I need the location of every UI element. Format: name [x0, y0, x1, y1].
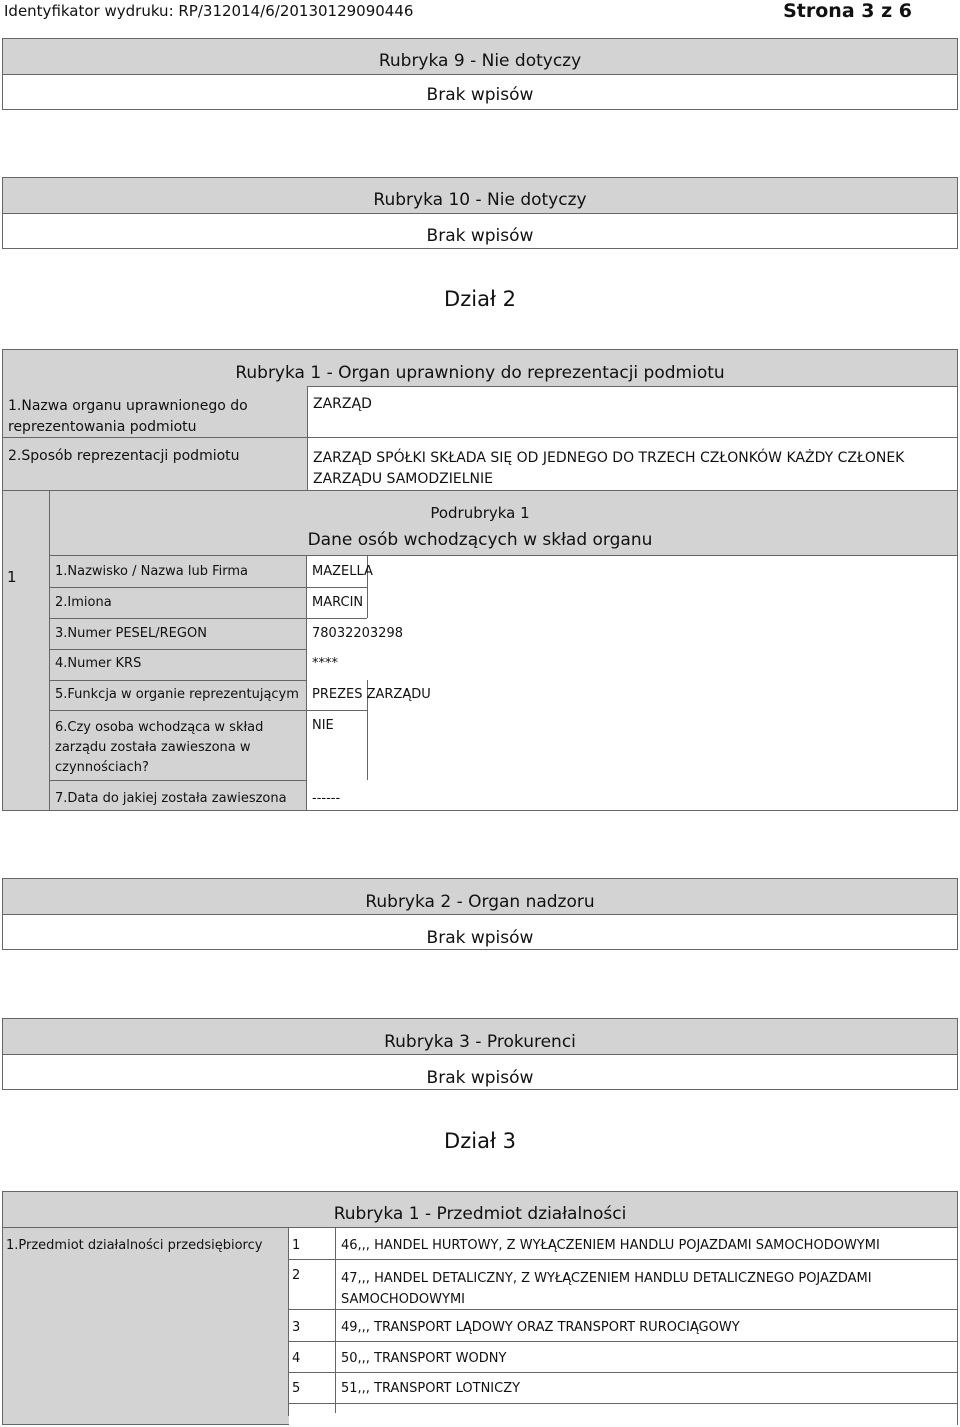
- list-item: 51,,, TRANSPORT LOTNICZY: [341, 1381, 521, 1396]
- rubryka-2-body: [2, 914, 958, 950]
- rubryka-9-header: [2, 38, 958, 75]
- rubryka-3-body: [2, 1054, 958, 1090]
- rubryka-3-header: [2, 1018, 958, 1055]
- row-label-imiona: 2.Imiona: [55, 595, 112, 610]
- list-item-number: 2: [292, 1268, 301, 1283]
- list-item-number: 5: [292, 1381, 301, 1396]
- sposob-value: ZARZĄD SPÓŁKI SKŁADA SIĘ OD JEDNEGO DO TRZECH CZŁONKÓW KAŻDY CZŁONEK ZARZĄDU SAMODZIELNIE: [313, 450, 905, 487]
- list-item: 47,,, HANDEL DETALICZNY, Z WYŁĄCZENIEM HANDLU DETALICZNEGO POJAZDAMI SAMOCHODOWYMI: [341, 1271, 872, 1307]
- rubryka-10-body: [2, 213, 958, 249]
- przedmiot-label: 1.Przedmiot działalności przedsiębiorcy: [6, 1238, 263, 1253]
- row-value-data: ------: [312, 791, 341, 806]
- row-value-krs: ****: [312, 656, 338, 671]
- row-value-zawieszona: NIE: [312, 718, 334, 733]
- rubryka-10-title: Rubryka 10 - Nie dotyczy: [373, 190, 587, 210]
- list-item-number: 4: [292, 1351, 301, 1366]
- rubryka-2-header: [2, 878, 958, 915]
- rubryka-9-body: [2, 74, 958, 110]
- rubryka-10-header: [2, 177, 958, 214]
- rubryka-10-empty: Brak wpisów: [426, 226, 534, 246]
- rubryka-1-title: Rubryka 1 - Organ uprawniony do reprezentacji podmiotu: [235, 363, 725, 383]
- podrubryka-title: Podrubryka 1: [430, 504, 530, 522]
- row-label-nazwisko: 1.Nazwisko / Nazwa lub Firma: [55, 564, 248, 579]
- list-item: 49,,, TRANSPORT LĄDOWY ORAZ TRANSPORT RUROCIĄGOWY: [341, 1320, 740, 1335]
- page-number: Strona 3 z 6: [783, 0, 912, 22]
- organ-label: 1.Nazwa organu uprawnionego do reprezentowania podmiotu: [8, 398, 248, 435]
- list-item: 50,,, TRANSPORT WODNY: [341, 1351, 507, 1366]
- list-item: 46,,, HANDEL HURTOWY, Z WYŁĄCZENIEM HANDLU POJAZDAMI SAMOCHODOWYMI: [341, 1238, 880, 1253]
- organ-value: ZARZĄD: [313, 396, 372, 412]
- podrubryka-index-col: [3, 555, 49, 810]
- rubryka-9-title: Rubryka 9 - Nie dotyczy: [378, 51, 582, 71]
- row-value-imiona: MARCIN: [312, 595, 364, 610]
- sposob-label: 2.Sposób reprezentacji podmiotu: [8, 448, 240, 464]
- print-identifier: Identyfikator wydruku: RP/312014/6/20130129090446: [4, 2, 414, 20]
- dzial-3-title: Dział 3: [444, 1129, 516, 1153]
- row-value-nazwisko: MAZELLA: [312, 564, 373, 579]
- list-item-number: 3: [292, 1320, 301, 1335]
- list-item-number: 1: [292, 1238, 301, 1253]
- row-label-funkcja: 5.Funkcja w organie reprezentującym: [55, 687, 299, 702]
- rubryka-2-empty: Brak wpisów: [426, 928, 534, 948]
- row-value-pesel: 78032203298: [312, 626, 403, 641]
- row-value-funkcja: PREZES ZARZĄDU: [312, 687, 431, 702]
- dzial-3-rubryka-1-title: Rubryka 1 - Przedmiot działalności: [333, 1204, 627, 1224]
- rubryka-3-empty: Brak wpisów: [426, 1068, 534, 1088]
- row-label-pesel: 3.Numer PESEL/REGON: [55, 626, 207, 641]
- person-index: 1: [7, 568, 17, 586]
- rubryka-2-title: Rubryka 2 - Organ nadzoru: [365, 892, 595, 912]
- podrubryka-subtitle: Dane osób wchodzących w skład organu: [307, 530, 653, 550]
- row-label-data: 7.Data do jakiej została zawieszona: [55, 791, 287, 806]
- rubryka-3-title: Rubryka 3 - Prokurenci: [384, 1032, 576, 1052]
- row-label-krs: 4.Numer KRS: [55, 656, 142, 671]
- dzial-2-title: Dział 2: [444, 287, 516, 311]
- rubryka-9-empty: Brak wpisów: [426, 85, 534, 105]
- row-label-zawieszona: 6.Czy osoba wchodząca w skład zarządu została zawieszona w czynnościach?: [55, 720, 264, 775]
